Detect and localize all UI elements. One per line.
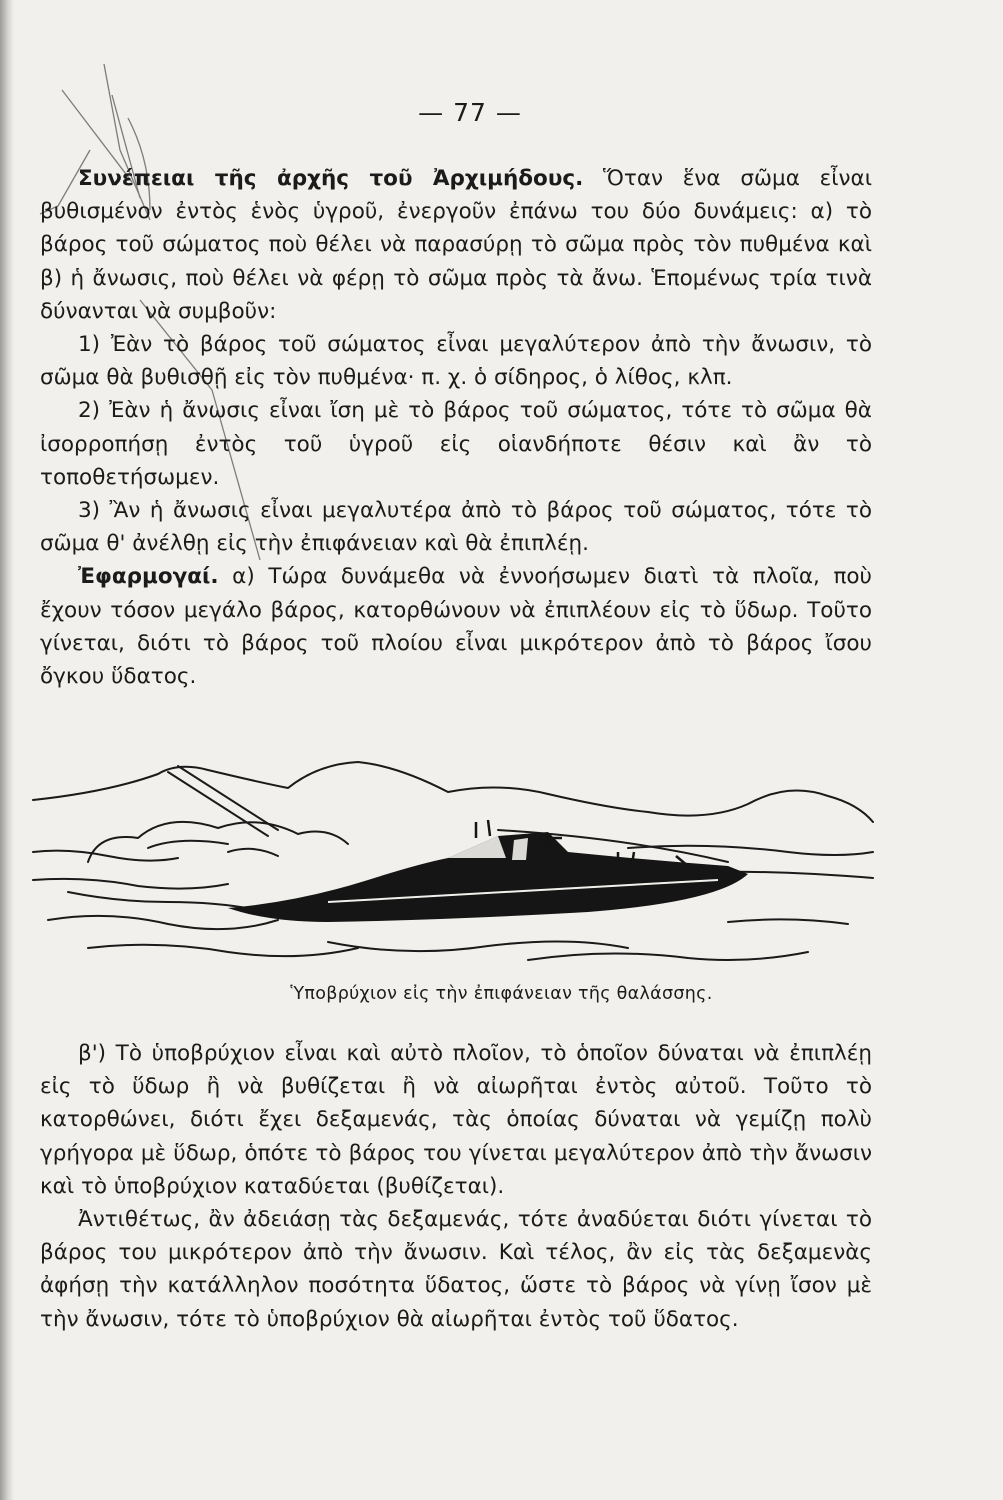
submarine-paragraph: β') Τὸ ὑποβρύχιον εἶναι καὶ αὐτὸ πλοῖον, τὸ ὁποῖον δύναται νὰ ἐπιπλέῃ εἰς τὸ ὕδωρ ἢ νὰ βυθίζεται ἢ νὰ αἰωρῆται ἐντὸς αὐτοῦ. Τοῦτο τὸ κατορθώνει, διότι ἔχει δεξαμενάς, τὰς ὁποίας δύναται νὰ γεμίζῃ πολὺ γρήγορα μὲ ὕδωρ, ὁπότε τὸ βάρος του γίνεται μεγαλύτερον ἀπὸ τὴν ἄνωσιν καὶ τὸ ὑποβρύχιον καταδύεται (βυθίζεται).: [40, 1041, 872, 1199]
applications-text: α) Τώρα δυνάμεθα νὰ ἐννοήσωμεν διατὶ τὰ πλοῖα, ποὺ ἔχουν τόσον μεγάλο βάρος, κατορθώνουν νὰ ἐπιπλέουν εἰς τὸ ὕδωρ. Τοῦτο γίνεται, διότι τὸ βάρος τοῦ πλοίου εἶναι μικρότερον ἀπὸ τὸ βάρος ἴσου ὄγκου ὕδατος.: [40, 564, 872, 690]
text-block-upper: [40, 162, 872, 693]
page-number: — 77 —: [418, 98, 522, 127]
case-2-paragraph: 2) Ἐὰν ἡ ἄνωσις εἶναι ἴση μὲ τὸ βάρος τοῦ σώματος, τότε τὸ σῶμα θὰ ἰσορροπήσῃ ἐντὸς τοῦ ὑγροῦ εἰς οἱανδήποτε θέσιν καὶ ἂν τὸ τοποθετήσωμεν.: [40, 398, 872, 490]
page-binding-edge: [0, 0, 14, 1500]
text-block-lower: [40, 1037, 872, 1336]
section-heading-archimedes: Συνέπειαι τῆς ἀρχῆς τοῦ Ἀρχιμήδους.: [78, 166, 584, 191]
paragraph-intro-text: Ὅταν ἕνα σῶμα εἶναι βυθισμένον ἐντὸς ἑνὸς ὑγροῦ, ἐνεργοῦν ἐπάνω του δύο δυνάμεις: α) τὸ βάρος τοῦ σώματος ποὺ θέλει νὰ παρασύρῃ τὸ σῶμα πρὸς τὸν πυθμένα καὶ β) ἡ ἄνωσις, ποὺ θέλει νὰ φέρῃ τὸ σῶμα πρὸς τὰ ἄνω. Ἑπομένως τρία τινὰ δύνανται νὰ συμβοῦν:: [40, 166, 872, 324]
paragraph-archimedes-consequences: [40, 162, 872, 328]
submarine-illustration: [28, 752, 878, 982]
applications-paragraph: [40, 560, 872, 693]
section-heading-applications: Ἐφαρμογαί.: [78, 564, 219, 590]
case-3-paragraph: 3) Ἂν ἡ ἄνωσις εἶναι μεγαλυτέρα ἀπὸ τὸ βάρος τοῦ σώματος, τότε τὸ σῶμα θ' ἀνέλθῃ εἰς τὴν ἐπιφάνειαν καὶ θὰ ἐπιπλέῃ.: [40, 498, 872, 557]
figure-caption: Ὑποβρύχιον εἰς τὴν ἐπιφάνειαν τῆς θαλάσσης.: [290, 984, 713, 1004]
case-1-paragraph: 1) Ἐὰν τὸ βάρος τοῦ σώματος εἶναι μεγαλύτερον ἀπὸ τὴν ἄνωσιν, τὸ σῶμα θὰ βυθισθῇ εἰς τὸν πυθμένα· π. χ. ὁ σίδηρος, ὁ λίθος, κλπ.: [40, 332, 872, 391]
conversely-paragraph: Ἀντιθέτως, ἂν ἀδειάσῃ τὰς δεξαμενάς, τότε ἀναδύεται διότι γίνεται τὸ βάρος του μικρότερον ἀπὸ τὴν ἄνωσιν. Καὶ τέλος, ἂν εἰς τὰς δεξαμενὰς ἀφήσῃ τὴν κατάλληλον ποσότητα ὕδατος, ὥστε τὸ βάρος νὰ γίνῃ ἴσον μὲ τὴν ἄνωσιν, τότε τὸ ὑποβρύχιον θὰ αἰωρῆται ἐντὸς τοῦ ὕδατος.: [40, 1207, 872, 1332]
